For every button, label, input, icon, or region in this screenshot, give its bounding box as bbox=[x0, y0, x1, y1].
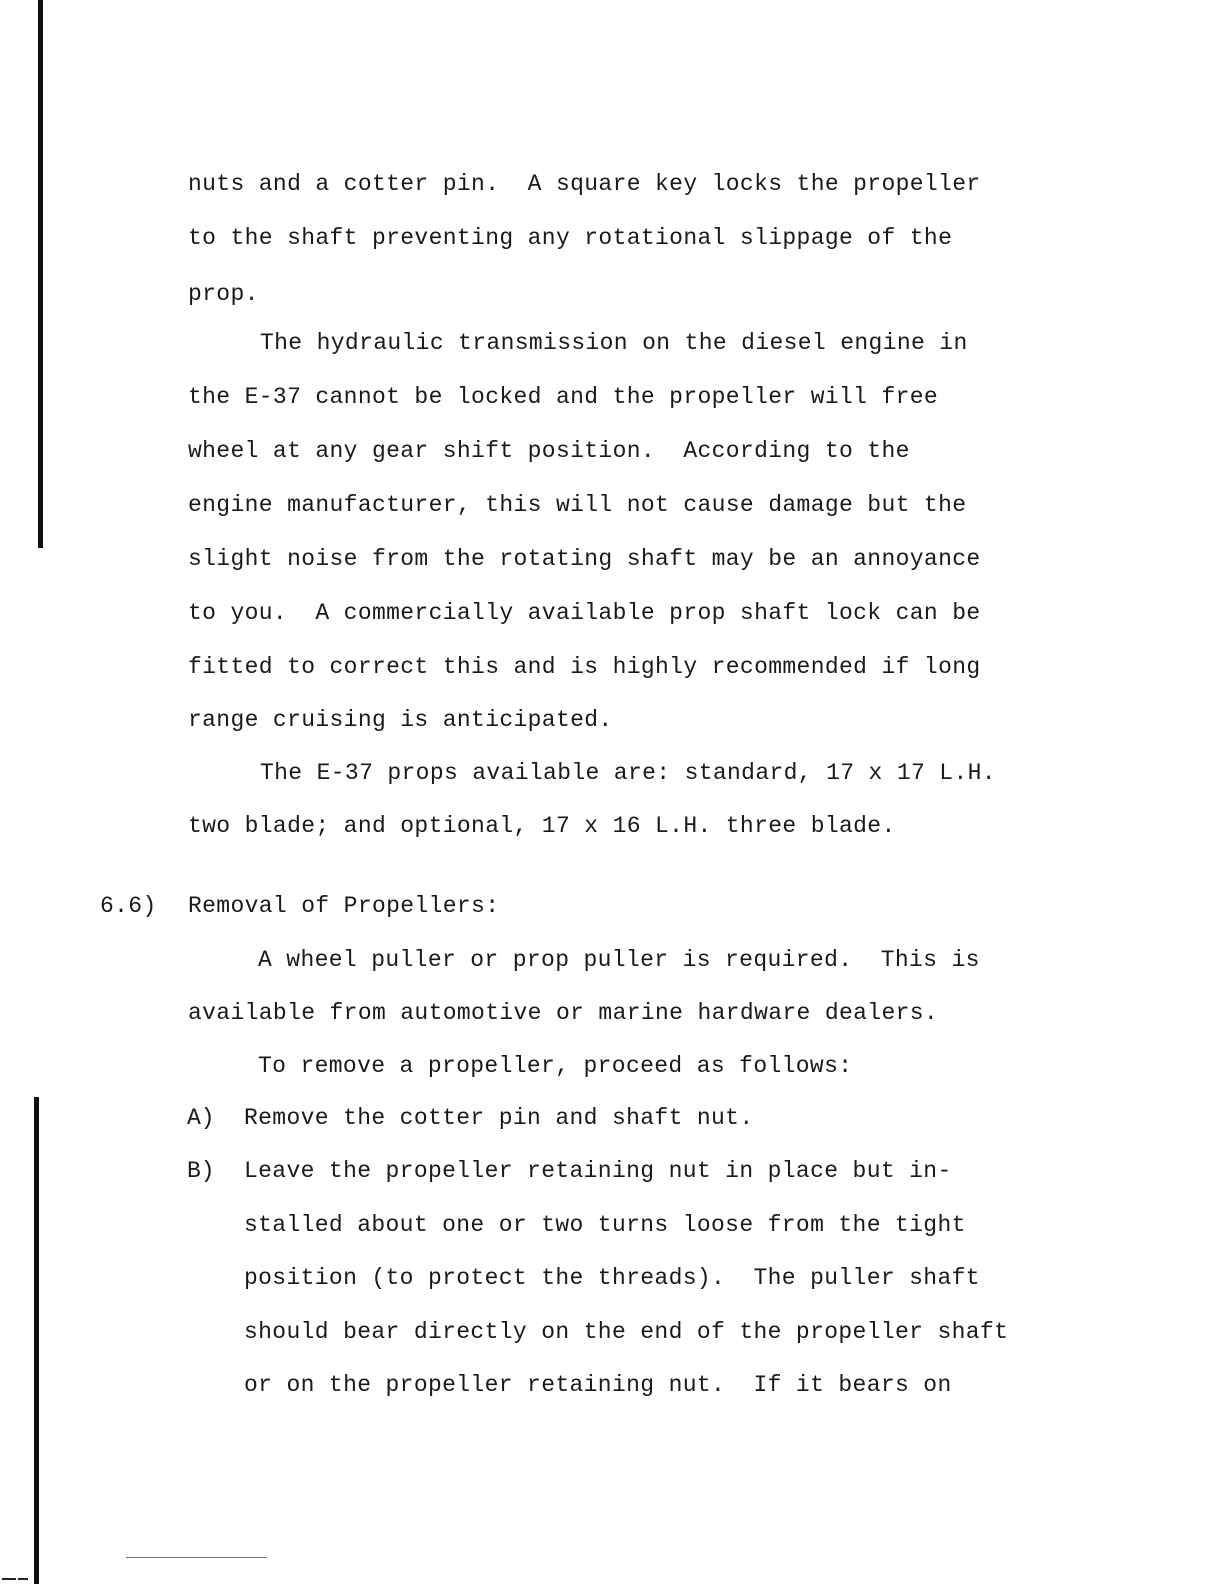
scan-tick-mark bbox=[2, 1578, 16, 1580]
text-line: to the shaft preventing any rotational slippage of the bbox=[188, 225, 953, 251]
scan-tick-mark bbox=[18, 1578, 28, 1580]
text-line: The E-37 props available are: standard, 17 x 17 L.H. bbox=[260, 760, 996, 786]
scan-margin-bar-top bbox=[38, 0, 43, 548]
text-line: engine manufacturer, this will not cause damage but the bbox=[188, 492, 967, 518]
text-line: fitted to correct this and is highly recommended if long bbox=[188, 654, 981, 680]
text-line: to you. A commercially available prop shaft lock can be bbox=[188, 600, 981, 626]
step-text-line: position (to protect the threads). The puller shaft bbox=[244, 1265, 980, 1291]
step-text-line: Leave the propeller retaining nut in place but in- bbox=[244, 1158, 952, 1184]
text-line: To remove a propeller, proceed as follows: bbox=[258, 1053, 853, 1079]
text-line: The hydraulic transmission on the diesel engine in bbox=[260, 330, 968, 356]
section-number: 6.6) bbox=[100, 893, 157, 919]
step-text-line: or on the propeller retaining nut. If it bears on bbox=[244, 1372, 952, 1398]
step-text-line: Remove the cotter pin and shaft nut. bbox=[244, 1105, 754, 1131]
step-text-line: stalled about one or two turns loose from the tight bbox=[244, 1212, 966, 1238]
text-line: range cruising is anticipated. bbox=[188, 707, 613, 733]
text-line: A wheel puller or prop puller is required. This is bbox=[258, 947, 980, 973]
step-label: A) bbox=[187, 1105, 215, 1131]
text-line: slight noise from the rotating shaft may be an annoyance bbox=[188, 546, 981, 572]
scan-margin-bar-bottom bbox=[34, 1097, 39, 1584]
step-text-line: should bear directly on the end of the propeller shaft bbox=[244, 1319, 1009, 1345]
section-heading: Removal of Propellers: bbox=[188, 893, 500, 919]
text-line: nuts and a cotter pin. A square key locks the propeller bbox=[188, 171, 981, 197]
scan-underline-artifact bbox=[126, 1557, 267, 1558]
text-line: two blade; and optional, 17 x 16 L.H. three blade. bbox=[188, 813, 896, 839]
step-label: B) bbox=[187, 1158, 215, 1184]
text-line: the E-37 cannot be locked and the propeller will free bbox=[188, 384, 939, 410]
text-line: prop. bbox=[188, 281, 259, 307]
text-line: wheel at any gear shift position. According to the bbox=[188, 438, 910, 464]
text-line: available from automotive or marine hardware dealers. bbox=[188, 1000, 939, 1026]
